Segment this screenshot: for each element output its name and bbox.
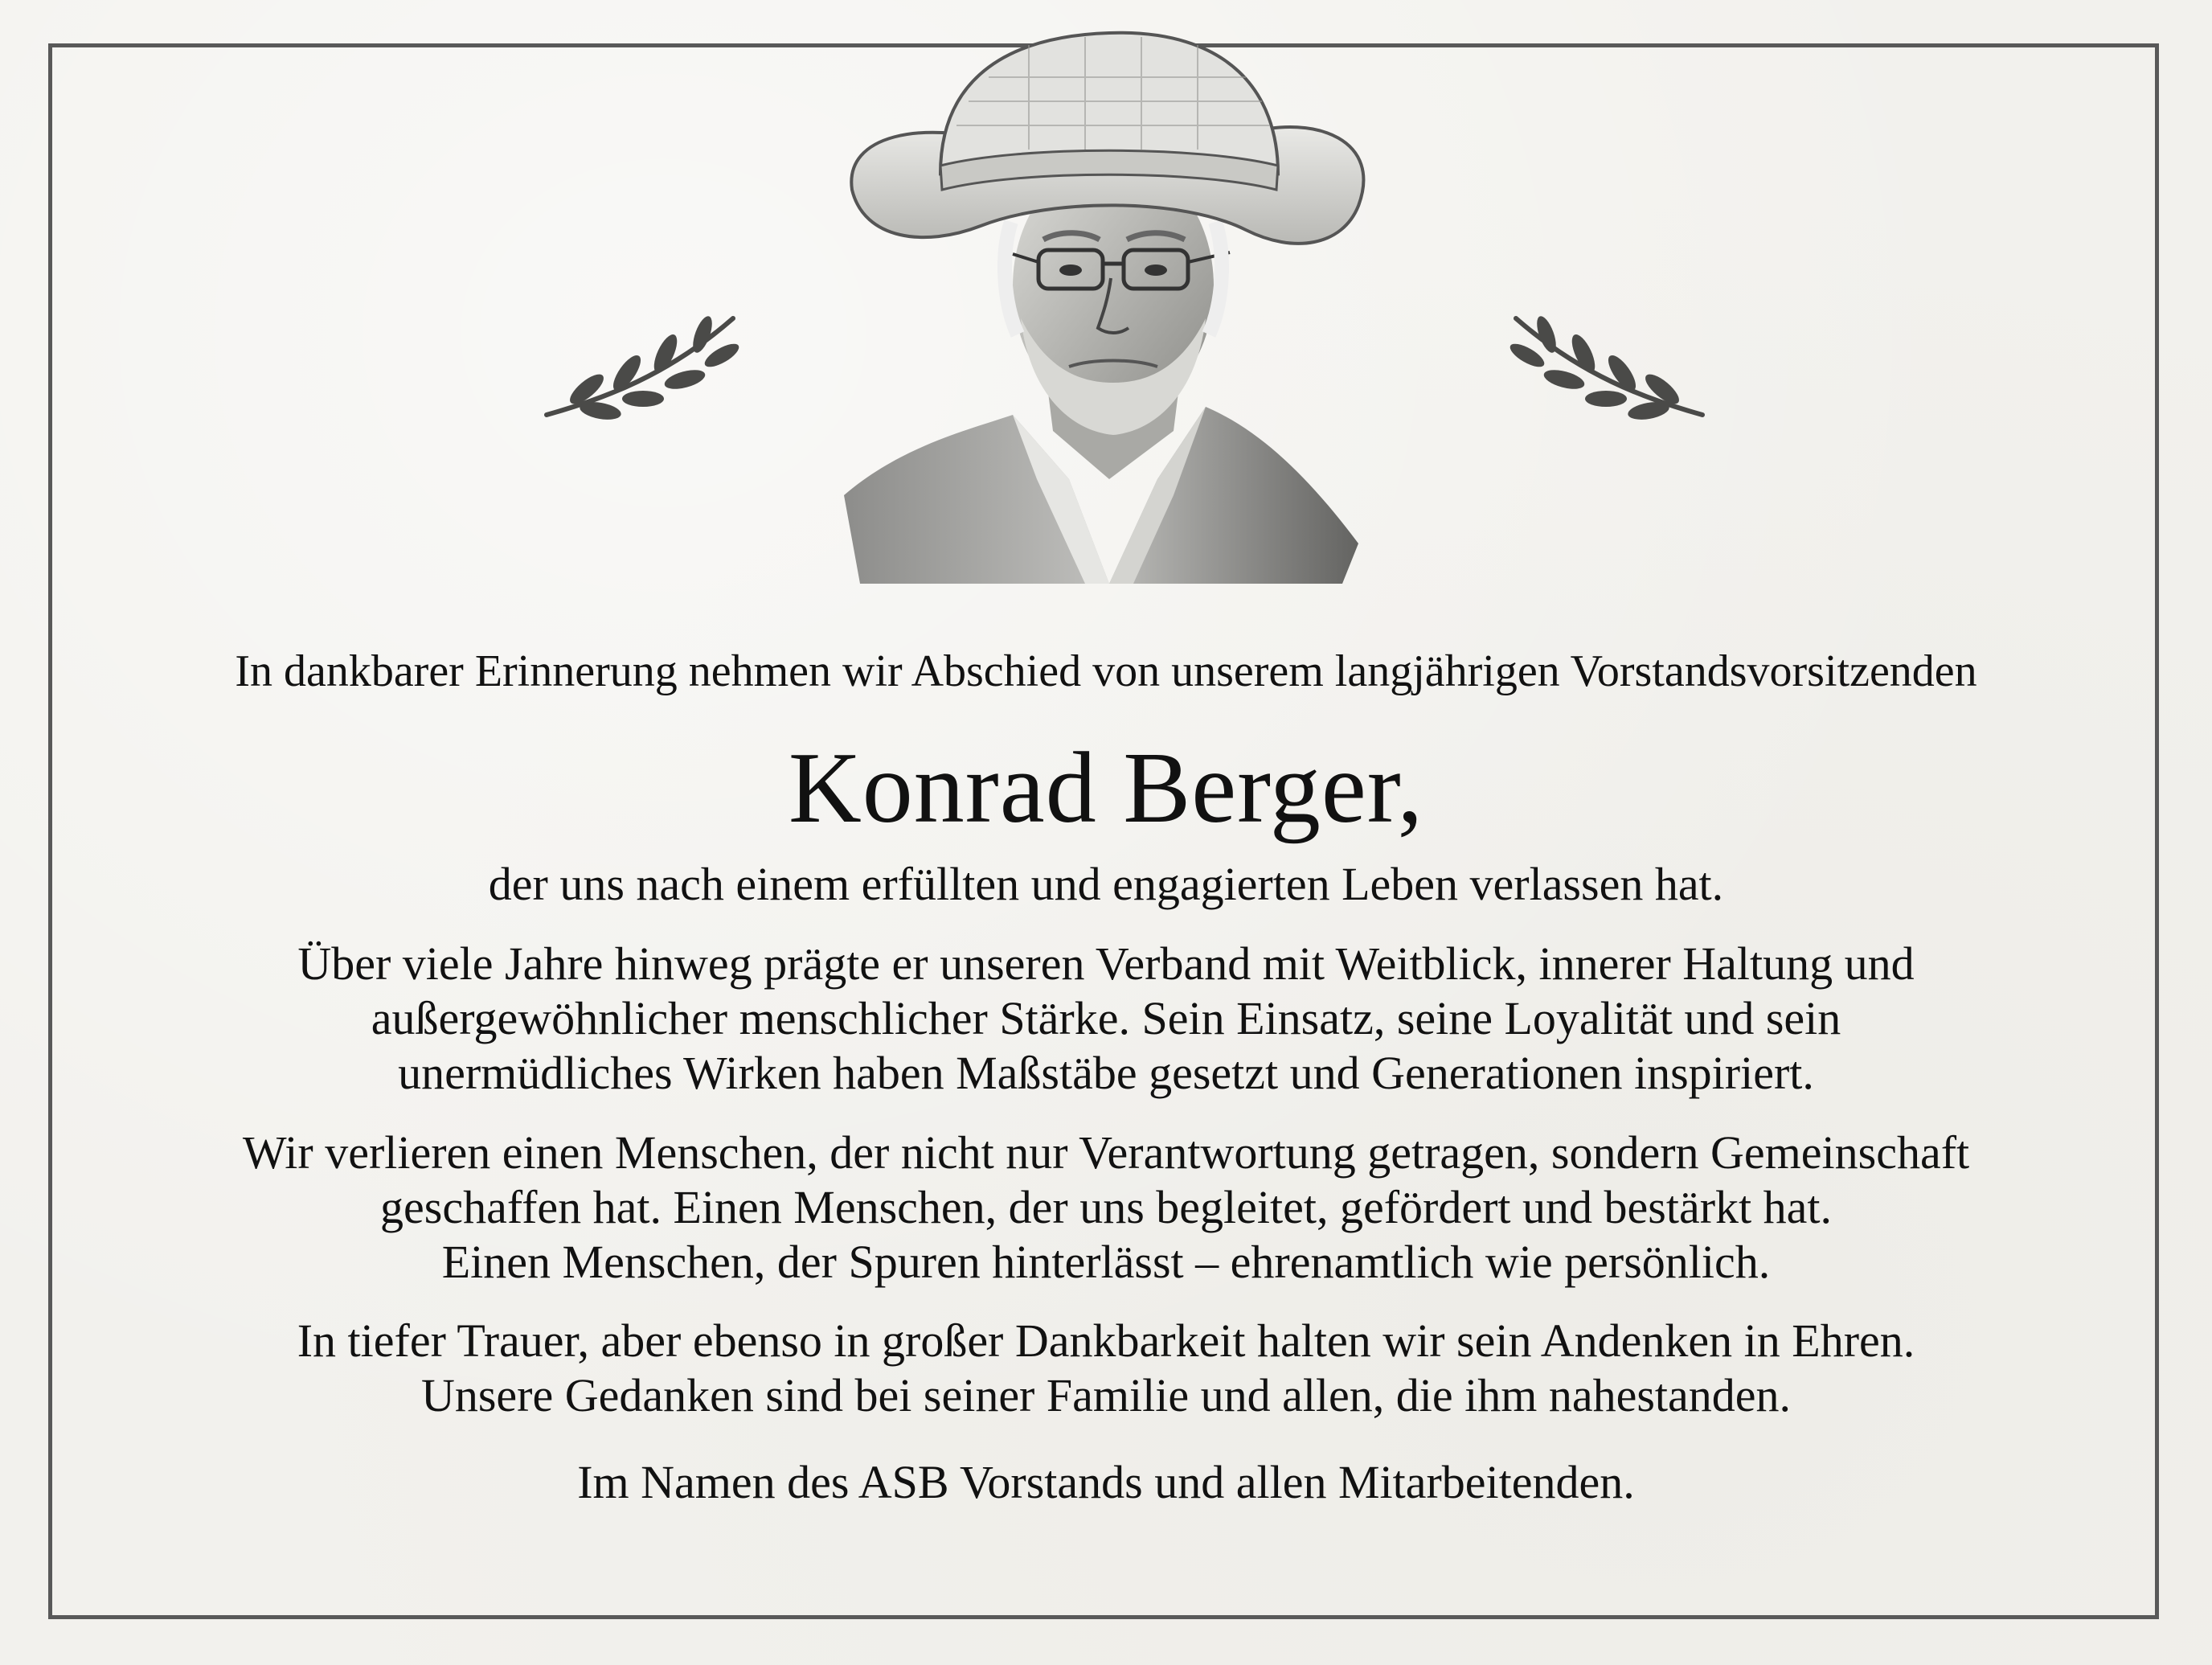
deceased-name: Konrad Berger, — [788, 732, 1424, 844]
paragraph-line: geschaffen hat. Einen Menschen, der uns begleitet, gefördert und bestärkt hat. — [380, 1181, 1832, 1233]
paragraph-line: Wir verlieren einen Menschen, der nicht nur Verantwortung getragen, sondern Gemeinschaft — [242, 1126, 1970, 1179]
paragraph-legacy — [80, 937, 2132, 1101]
paragraph-loss — [80, 1126, 2132, 1290]
paragraph-line: außergewöhnlicher menschlicher Stärke. Sein Einsatz, seine Loyalität und sein — [371, 992, 1841, 1044]
laurel-branch-icon — [540, 310, 749, 423]
paragraph-line: unermüdliches Wirken haben Maßstäbe gesetzt und Generationen inspiriert. — [398, 1047, 1814, 1099]
paragraph-mourning — [80, 1314, 2132, 1423]
laurel-branch-icon — [1500, 310, 1709, 423]
paragraph-line: In tiefer Trauer, aber ebenso in großer Dankbarkeit halten wir sein Andenken in Ehren. — [297, 1314, 1915, 1367]
paragraph-line: Über viele Jahre hinweg prägte er unseren Verband mit Weitblick, innerer Haltung und — [297, 937, 1915, 990]
paragraph-line: Einen Menschen, der Spuren hinterlässt – ehrenamtlich wie persönlich. — [441, 1236, 1771, 1288]
subline: der uns nach einem erfüllten und engagierten Leben verlassen hat. — [488, 858, 1724, 910]
intro-line: In dankbarer Erinnerung nehmen wir Abschied von unserem langjährigen Vorstandsvorsitzenden — [235, 646, 1977, 696]
paragraph-line: Unsere Gedanken sind bei seiner Familie und allen, die ihm nahestanden. — [420, 1369, 1792, 1421]
portrait-illustration — [828, 29, 1391, 608]
closing-signature: Im Namen des ASB Vorstands und allen Mitarbeitenden. — [577, 1456, 1635, 1508]
